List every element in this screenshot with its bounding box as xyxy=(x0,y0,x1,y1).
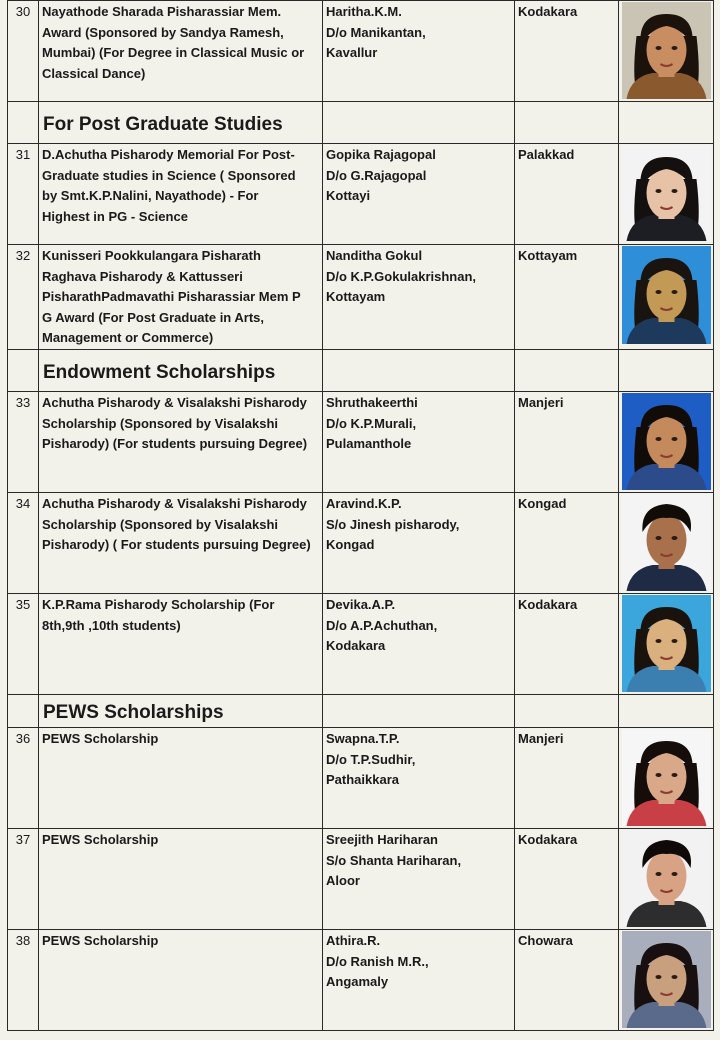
empty-cell xyxy=(8,694,39,727)
recipient-detail: Angamaly xyxy=(326,974,389,990)
recipient-cell xyxy=(323,245,515,350)
award-text-line: Graduate studies in Science ( Sponsored xyxy=(42,167,296,183)
award-cell xyxy=(39,593,323,694)
award-row xyxy=(8,727,714,828)
place-cell: Kodakara xyxy=(515,1,619,102)
empty-cell xyxy=(515,694,619,727)
serial-number: 35 xyxy=(8,593,39,694)
recipient-detail: D/o Manikantan, xyxy=(326,24,426,40)
place-cell: Palakkad xyxy=(515,144,619,245)
empty-cell xyxy=(619,694,714,727)
place-cell: Kodakara xyxy=(515,593,619,694)
photo-cell xyxy=(619,391,714,492)
award-row xyxy=(8,1,714,102)
place-cell: Kottayam xyxy=(515,245,619,350)
empty-cell xyxy=(619,102,714,144)
award-row xyxy=(8,929,714,1030)
photo-cell xyxy=(619,593,714,694)
photo-cell xyxy=(619,727,714,828)
award-cell xyxy=(39,727,323,828)
recipient-detail: D/o K.P.Murali, xyxy=(326,415,417,431)
photo-cell xyxy=(619,828,714,929)
place-cell: Manjeri xyxy=(515,727,619,828)
recipient-name: Aravind.K.P. xyxy=(326,495,402,511)
empty-cell xyxy=(515,349,619,391)
empty-cell xyxy=(323,694,515,727)
student-photo xyxy=(622,246,711,344)
awards-table-body xyxy=(8,1,714,1031)
recipient-name: Nanditha Gokul xyxy=(326,248,423,263)
recipient-detail: D/o K.P.Gokulakrishnan, xyxy=(326,268,477,284)
serial-number: 37 xyxy=(8,828,39,929)
student-photo xyxy=(622,931,711,1028)
empty-cell xyxy=(323,349,515,391)
photo-cell xyxy=(619,929,714,1030)
recipient-cell xyxy=(323,727,515,828)
award-row xyxy=(8,492,714,593)
place-cell: Kongad xyxy=(515,492,619,593)
recipient-detail: Kottayi xyxy=(326,188,371,204)
recipient-name: Devika.A.P. xyxy=(326,596,396,612)
award-text-line: G Award (For Post Graduate in Arts, xyxy=(42,309,264,325)
section-header-row xyxy=(8,694,714,727)
award-text-line: 8th,9th ,10th students) xyxy=(42,617,181,633)
student-photo xyxy=(622,393,711,490)
award-text-line: Scholarship (Sponsored by Visalakshi xyxy=(42,516,278,532)
award-text-line: Scholarship (Sponsored by Visalakshi xyxy=(42,415,278,431)
award-row xyxy=(8,144,714,245)
section-title: Endowment Scholarships xyxy=(39,349,323,391)
award-cell xyxy=(39,929,323,1030)
recipient-detail: D/o G.Rajagopal xyxy=(326,167,427,183)
serial-number: 32 xyxy=(8,245,39,350)
award-text-line: Classical Dance) xyxy=(42,65,146,81)
recipient-name: Athira.R. xyxy=(326,932,381,948)
award-text-line: Management or Commerce) xyxy=(42,330,214,346)
recipient-cell xyxy=(323,1,515,102)
award-cell xyxy=(39,492,323,593)
award-text-line: Highest in PG - Science xyxy=(42,208,188,224)
recipient-detail: D/o T.P.Sudhir, xyxy=(326,751,416,767)
recipient-detail: Kodakara xyxy=(326,638,386,654)
award-cell xyxy=(39,391,323,492)
photo-cell xyxy=(619,492,714,593)
recipient-detail: Kottayam xyxy=(326,289,386,305)
award-cell xyxy=(39,245,323,350)
award-text-line: PEWS Scholarship xyxy=(42,730,159,746)
place-cell: Manjeri xyxy=(515,391,619,492)
serial-number: 30 xyxy=(8,1,39,102)
student-photo xyxy=(622,145,711,241)
place-cell: Kodakara xyxy=(515,828,619,929)
serial-number: 31 xyxy=(8,144,39,245)
recipient-name: Sreejith Hariharan xyxy=(326,831,438,847)
photo-cell xyxy=(619,245,714,350)
recipient-name: Shruthakeerthi xyxy=(326,394,418,410)
serial-number: 33 xyxy=(8,391,39,492)
recipient-detail: Kavallur xyxy=(326,45,378,61)
empty-cell xyxy=(8,349,39,391)
award-row xyxy=(8,828,714,929)
recipient-cell xyxy=(323,144,515,245)
recipient-name: Haritha.K.M. xyxy=(326,4,402,19)
place-cell: Chowara xyxy=(515,929,619,1030)
section-title: For Post Graduate Studies xyxy=(39,102,323,144)
award-text-line: PEWS Scholarship xyxy=(42,831,159,847)
award-row xyxy=(8,593,714,694)
serial-number: 34 xyxy=(8,492,39,593)
photo-cell xyxy=(619,1,714,102)
student-photo xyxy=(622,595,711,692)
recipient-detail: Aloor xyxy=(326,873,360,889)
award-cell xyxy=(39,1,323,102)
recipient-cell xyxy=(323,828,515,929)
section-header-row xyxy=(8,349,714,391)
award-text-line: Pisharody) ( For students pursuing Degree) xyxy=(42,537,311,553)
award-row xyxy=(8,245,714,350)
recipient-cell xyxy=(323,929,515,1030)
award-text-line: D.Achutha Pisharody Memorial For Post- xyxy=(42,147,295,162)
section-header-row xyxy=(8,102,714,144)
award-text-line: PEWS Scholarship xyxy=(42,932,159,948)
award-row xyxy=(8,391,714,492)
photo-cell xyxy=(619,144,714,245)
student-photo xyxy=(622,729,711,826)
award-text-line: Achutha Pisharody & Visalakshi Pisharody xyxy=(42,495,307,511)
recipient-detail: Kongad xyxy=(326,537,375,553)
award-text-line: PisharathPadmavathi Pisharassiar Mem P xyxy=(42,289,301,305)
empty-cell xyxy=(323,102,515,144)
award-cell xyxy=(39,828,323,929)
awards-table xyxy=(7,0,714,1031)
award-text-line: by Smt.K.P.Nalini, Nayathode) - For xyxy=(42,188,259,204)
empty-cell xyxy=(515,102,619,144)
serial-number: 36 xyxy=(8,727,39,828)
recipient-detail: Pulamanthole xyxy=(326,436,412,452)
award-text-line: Achutha Pisharody & Visalakshi Pisharody xyxy=(42,394,307,410)
recipient-name: Gopika Rajagopal xyxy=(326,147,436,162)
student-photo xyxy=(622,494,711,591)
award-cell xyxy=(39,144,323,245)
section-title: PEWS Scholarships xyxy=(39,694,323,727)
award-text-line: Nayathode Sharada Pisharassiar Mem. xyxy=(42,4,282,19)
empty-cell xyxy=(619,349,714,391)
award-text-line: Mumbai) (For Degree in Classical Music or xyxy=(42,45,305,61)
recipient-cell xyxy=(323,391,515,492)
recipient-cell xyxy=(323,492,515,593)
award-text-line: Kunisseri Pookkulangara Pisharath xyxy=(42,248,261,263)
recipient-detail: Pathaikkara xyxy=(326,772,399,788)
recipient-detail: S/o Jinesh pisharody, xyxy=(326,516,460,532)
award-text-line: Award (Sponsored by Sandya Ramesh, xyxy=(42,24,284,40)
award-text-line: Pisharody) (For students pursuing Degree) xyxy=(42,436,308,452)
recipient-detail: D/o Ranish M.R., xyxy=(326,953,429,969)
recipient-detail: D/o A.P.Achuthan, xyxy=(326,617,438,633)
serial-number: 38 xyxy=(8,929,39,1030)
recipient-cell xyxy=(323,593,515,694)
student-photo xyxy=(622,2,711,99)
recipient-detail: S/o Shanta Hariharan, xyxy=(326,852,462,868)
award-text-line: Raghava Pisharody & Kattusseri xyxy=(42,268,243,284)
recipient-name: Swapna.T.P. xyxy=(326,730,400,746)
award-text-line: K.P.Rama Pisharody Scholarship (For xyxy=(42,596,275,612)
empty-cell xyxy=(8,102,39,144)
student-photo xyxy=(622,830,711,927)
